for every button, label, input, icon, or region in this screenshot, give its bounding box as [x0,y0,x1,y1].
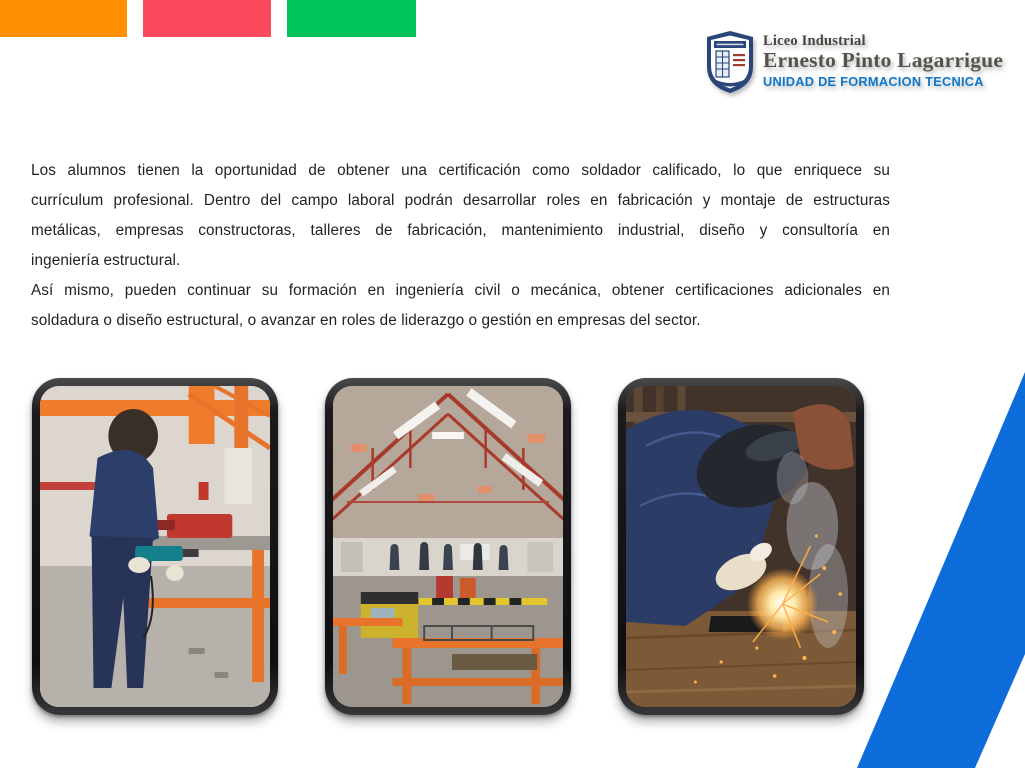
paragraph-career-field [31,156,890,276]
text-line: Los alumnos tienen la oportunidad de obtener una certificación como soldador calificado, lo que enriquece su [31,162,890,179]
logo-institution-name: Ernesto Pinto Lagarrigue [763,48,1004,72]
text-line: metálicas, empresas constructoras, talleres de fabricación, mantenimiento industrial, diseño y consultoría en [31,222,890,239]
logo-institution-type: Liceo Industrial [763,33,866,49]
text-line: currículum profesional. Dentro del campo laboral podrán desarrollar roles en fabricación y montaje de estructuras [31,192,890,209]
logo-unit-name: UNIDAD DE FORMACION TECNICA [763,74,984,89]
photo-frame-1 [32,378,278,715]
decor-bar-orange [0,0,127,37]
blue-diagonal-shape [857,372,1025,768]
photo-frame-2 [325,378,571,715]
paragraph-further-studies [31,276,890,336]
student-welding-photo [626,386,856,707]
slide-body-text [31,156,890,336]
photo-frame-3 [618,378,864,715]
school-logo [704,30,1003,94]
decor-bar-green [287,0,416,37]
workshop-overview-photo [333,386,563,707]
text-line: soldadura o diseño estructural, o avanzar en roles de liderazgo o gestión en empresas del sector. [31,312,701,329]
school-shield-icon [704,30,756,94]
text-line: Así mismo, pueden continuar su formación en ingeniería civil o mecánica, obtener certificaciones adicionales en [31,282,890,299]
text-line: ingeniería estructural. [31,252,181,269]
decor-bar-pink [143,0,271,37]
school-logo-text [763,30,1003,89]
student-drilling-photo [40,386,270,707]
